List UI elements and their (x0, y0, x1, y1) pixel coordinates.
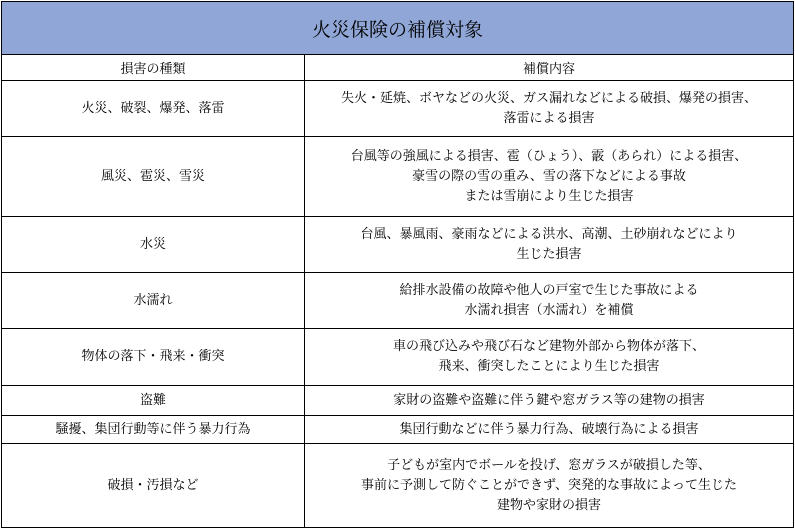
coverage-cell (305, 329, 794, 386)
coverage-line: 台風等の強風による損害、雹（ひょう）、霰（あられ）による損害、 (350, 148, 748, 164)
damage-type-cell: 風災、雹災、雪災 (2, 137, 305, 217)
coverage-line: 子どもが室内でボールを投げ、窓ガラスが破損した等、 (387, 457, 711, 473)
coverage-line: 車の飛び込みや飛び石など建物外部から物体が落下、 (393, 339, 706, 354)
table-row (2, 273, 794, 329)
damage-type-cell: 破損・汚損など (2, 444, 305, 528)
damage-type-cell: 物体の落下・飛来・衝突 (2, 329, 305, 386)
coverage-line: 集団行動などに伴う暴力行為、破壊行為による損害 (399, 421, 699, 437)
coverage-line: 豪雪の際の雪の重み、雪の落下などによる事故 (412, 168, 686, 184)
coverage-line: 生じた損害 (516, 246, 582, 262)
header-damage-type: 損害の種類 (2, 55, 305, 81)
table-row (2, 386, 794, 416)
coverage-line: 失火・延焼、ボヤなどの火災、ガス漏れなどによる破損、爆発の損害、 (341, 90, 758, 106)
table-row (2, 416, 794, 444)
table-row (2, 137, 794, 217)
coverage-line: 台風、暴風雨、豪雨などによる洪水、高潮、土砂崩れなどにより (360, 226, 738, 242)
coverage-line: 落雷による損害 (503, 110, 595, 126)
coverage-line: 飛来、衝突したことにより生じた損害 (438, 359, 660, 374)
header-coverage: 補償内容 (305, 55, 794, 81)
coverage-cell (305, 416, 794, 444)
coverage-cell (305, 81, 794, 137)
table-row (2, 444, 794, 528)
damage-type-cell: 水災 (2, 217, 305, 273)
title-row (2, 2, 794, 55)
coverage-cell (305, 386, 794, 416)
coverage-cell (305, 273, 794, 329)
coverage-table (1, 1, 794, 528)
header-row (2, 55, 794, 81)
table-row (2, 81, 794, 137)
coverage-line: または雪崩により生じた損害 (464, 188, 634, 204)
table-title: 火災保険の補償対象 (2, 2, 794, 55)
damage-type-cell: 水濡れ (2, 273, 305, 329)
coverage-line: 事前に予測して防ぐことができず、突発的な事故によって生じた (361, 477, 737, 493)
coverage-line: 水濡れ損害（水濡れ）を補償 (464, 302, 634, 318)
coverage-table-container (1, 1, 793, 528)
damage-type-cell: 盗難 (2, 386, 305, 416)
coverage-line: 建物や家財の損害 (497, 497, 602, 513)
damage-type-cell: 騒擾、集団行動等に伴う暴力行為 (2, 416, 305, 444)
coverage-cell (305, 444, 794, 528)
coverage-line: 給排水設備の故障や他人の戸室で生じた事故による (399, 282, 699, 298)
table-row (2, 329, 794, 386)
coverage-line: 家財の盗難や盗難に伴う鍵や窓ガラス等の建物の損害 (393, 392, 705, 408)
coverage-cell (305, 137, 794, 217)
table-row (2, 217, 794, 273)
damage-type-cell: 火災、破裂、爆発、落雷 (2, 81, 305, 137)
coverage-cell (305, 217, 794, 273)
